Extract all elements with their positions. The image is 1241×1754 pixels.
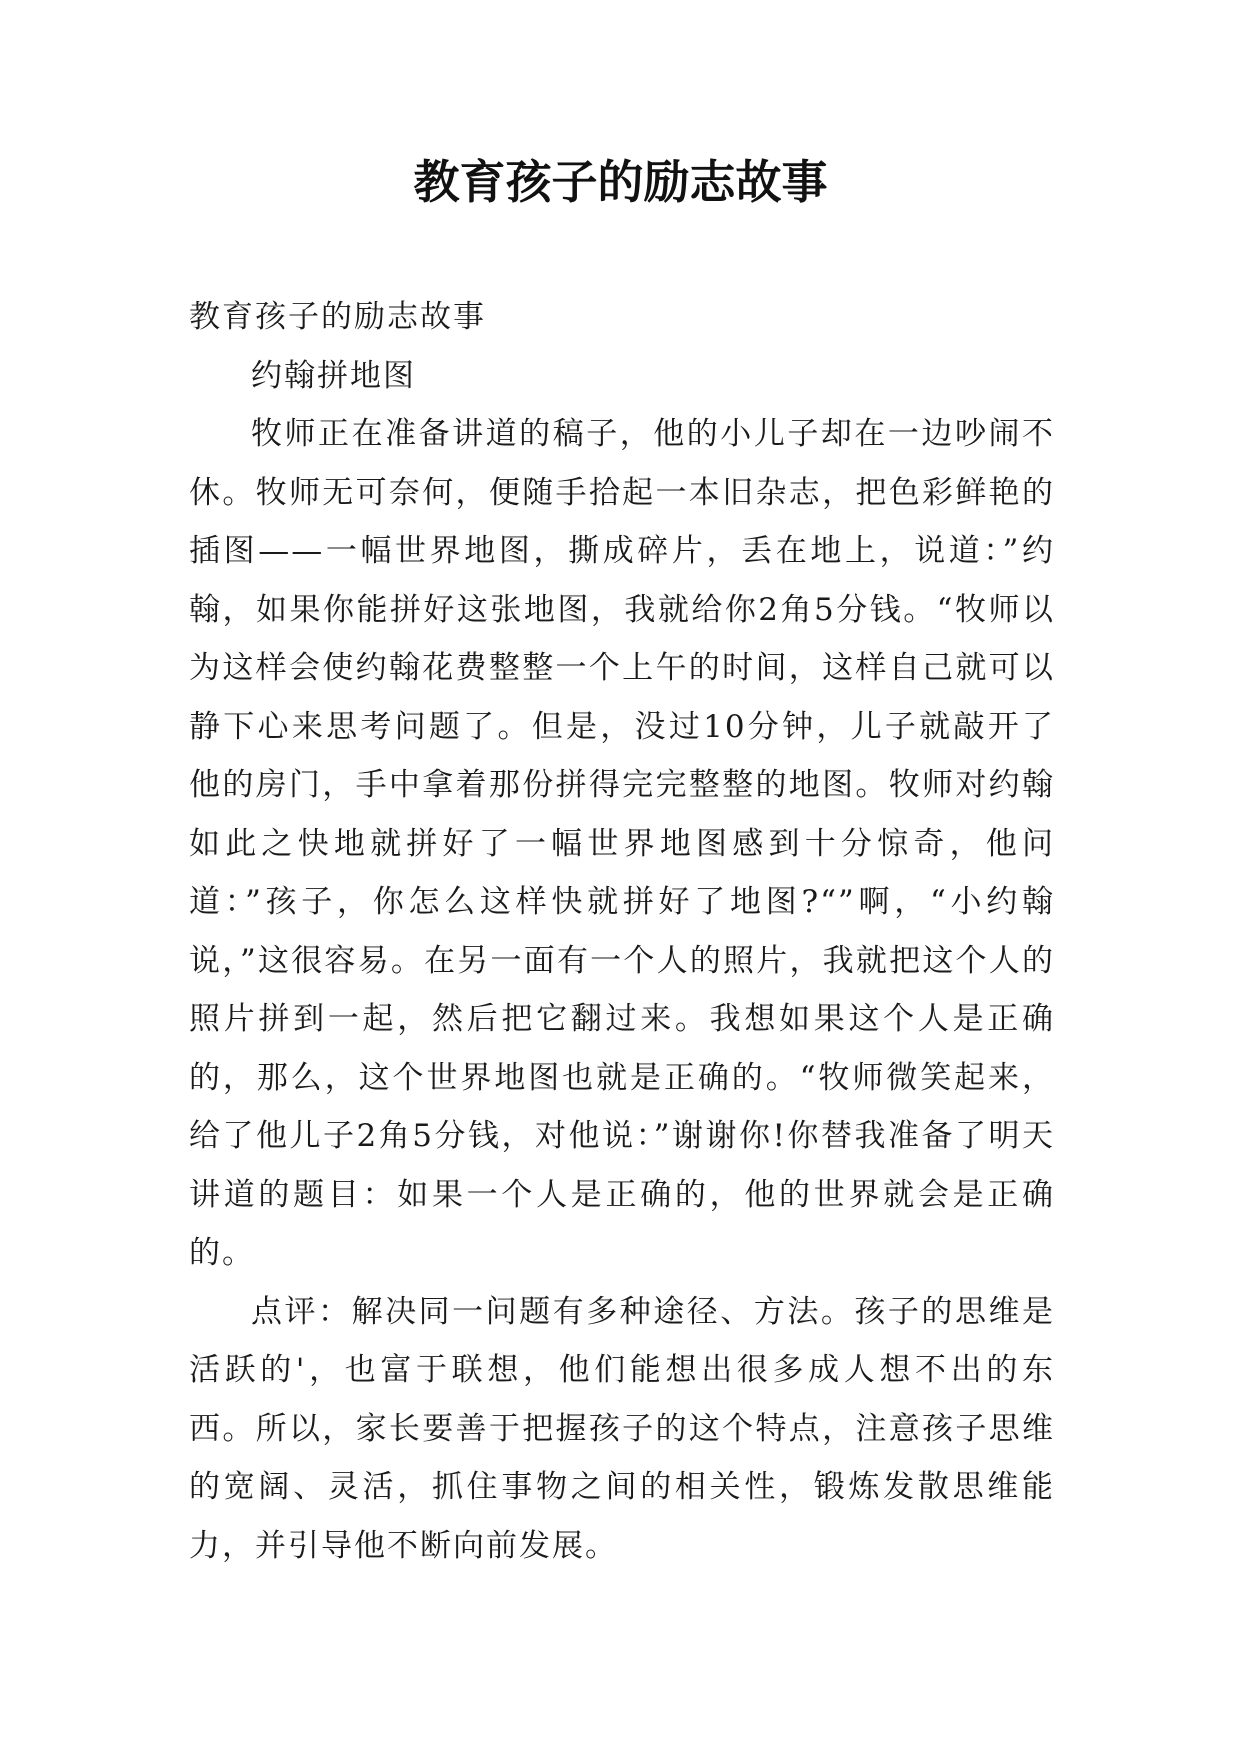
story-paragraph: 牧师正在准备讲道的稿子，他的小儿子却在一边吵闹不休。牧师无可奈何，便随手拾起一本旧杂志，把色彩鲜艳的插图——一幅世界地图，撕成碎片，丢在地上，说道：”约翰，如果你能拼好这张地图，我就给你2角5分钱。“牧师以为这样会使约翰花费整整一个上午的时间，这样自己就可以静下心来思考问题了。但是，没过10分钟，儿子就敲开了他的房门，手中拿着那份拼得完完整整的地图。牧师对约翰如此之快地就拼好了一幅世界地图感到十分惊奇，他问道：”孩子，你怎么这样快就拼好了地图?“”啊，“小约翰说，”这很容易。在另一面有一个人的照片，我就把这个人的照片拼到一起，然后把它翻过来。我想如果这个人是正确的，那么，这个世界地图也就是正确的。“牧师微笑起来，给了他儿子2角5分钱，对他说：”谢谢你!你替我准备了明天讲道的题目：如果一个人是正确的，他的世界就会是正确的。 <box>189 416 1055 1271</box>
story-subtitle: 约翰拼地图 <box>251 357 416 394</box>
commentary-paragraph: 点评：解决同一问题有多种途径、方法。孩子的思维是活跃的'，也富于联想，他们能想出很多成人想不出的东西。所以，家长要善于把握孩子的这个特点，注意孩子思维的宽阔、灵活，抓住事物之间的相关性，锻炼发散思维能力，并引导他不断向前发展。 <box>189 1293 1055 1564</box>
paragraph-heading: 教育孩子的励志故事 <box>189 299 486 335</box>
document-body <box>189 288 1055 1575</box>
document-title: 教育孩子的励志故事 <box>413 155 828 209</box>
